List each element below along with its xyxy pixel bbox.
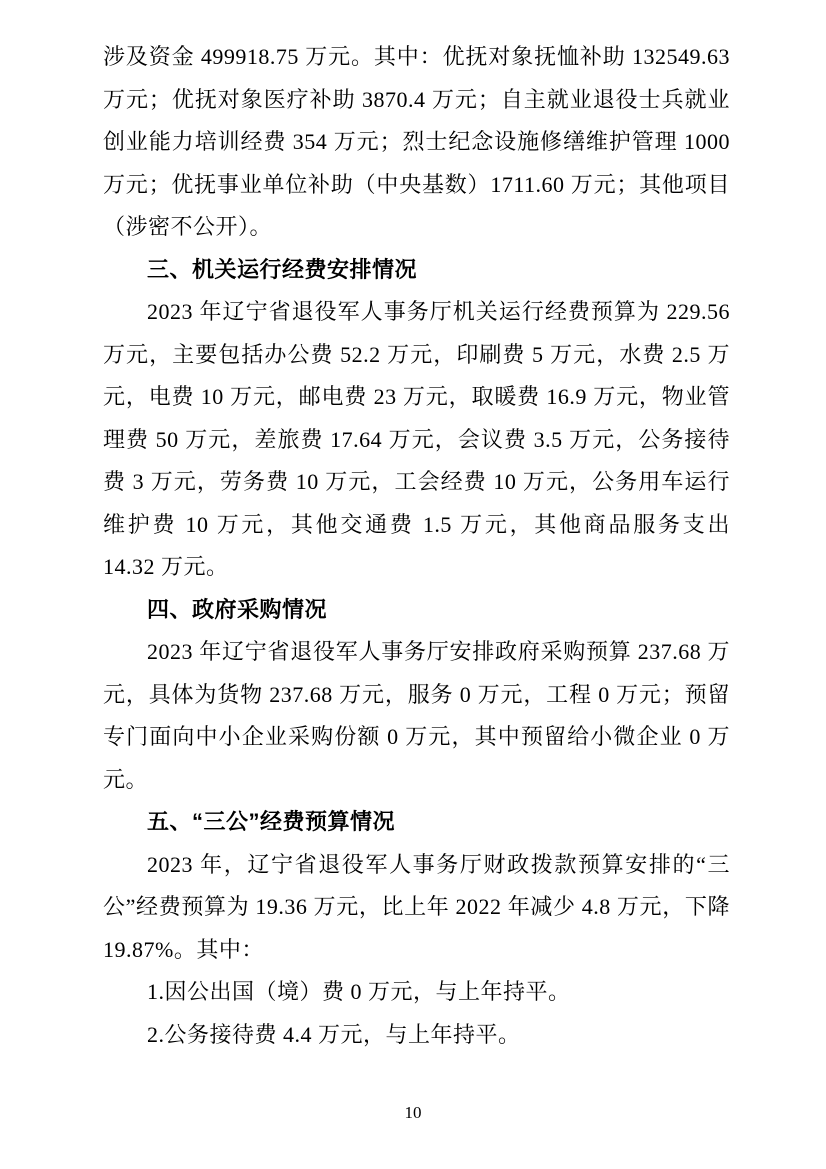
paragraph: 2023 年辽宁省退役军人事务厅机关运行经费预算为 229.56 万元，主要包括办公费 52.2 万元，印刷费 5 万元，水费 2.5 万元，电费 10 万元，邮电费 23 万元，取暖费 16.9 万元，物业管理费 50 万元，差旅费 17.64 万元，会议费 3.5 万元，公务接待费 3 万元，劳务费 10 万元，工会经费 10 万元，公务用车运行维护费 10 万元，其他交通费 1.5 万元，其他商品服务支出 14.32 万元。 bbox=[103, 299, 730, 579]
paragraph: 2023 年辽宁省退役军人事务厅安排政府采购预算 237.68 万元，具体为货物 237.68 万元，服务 0 万元，工程 0 万元；预留专门面向中小企业采购份额 0 万元，其中预留给小微企业 0 万元。 bbox=[103, 639, 730, 792]
section-heading: 三、机关运行经费安排情况 bbox=[147, 256, 418, 282]
document-content bbox=[103, 36, 730, 1056]
paragraph: 2023 年，辽宁省退役军人事务厅财政拨款预算安排的“三公”经费预算为 19.36 万元，比上年 2022 年减少 4.8 万元，下降 19.87%。其中： bbox=[103, 851, 730, 962]
page-number: 10 bbox=[404, 1103, 422, 1122]
paragraph: 1.因公出国（境）费 0 万元，与上年持平。 bbox=[147, 979, 571, 1004]
section-heading: 四、政府采购情况 bbox=[147, 596, 328, 622]
paragraph: 涉及资金 499918.75 万元。其中：优抚对象抚恤补助 132549.63 万元；优抚对象医疗补助 3870.4 万元；自主就业退役士兵就业创业能力培训经费 354 万元；烈士纪念设施修缮维护管理 1000 万元；优抚事业单位补助（中央基数）1711.60 万元；其他项目（涉密不公开）。 bbox=[103, 44, 730, 239]
paragraph: 2.公务接待费 4.4 万元，与上年持平。 bbox=[147, 1021, 521, 1047]
section-heading: 五、“三公”经费预算情况 bbox=[147, 809, 396, 834]
